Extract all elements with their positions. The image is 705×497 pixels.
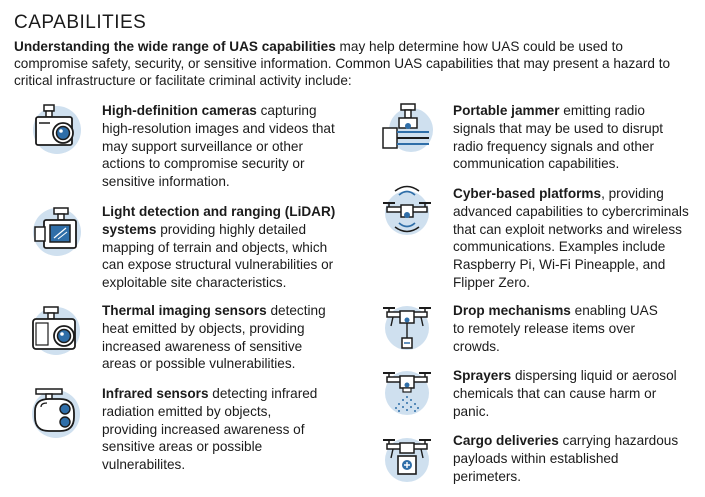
intro-paragraph [14, 38, 694, 90]
capability-hd-camera [30, 102, 350, 192]
sprayer-drone-icon [381, 367, 433, 419]
capability-title: High-definition cameras [102, 103, 257, 118]
capability-description: , providing advanced capabilities to cybercriminals that can exploit networks and wireless communications. Examples include Raspberry Pi, Wi-Fi Pineapple, and Flipper Zero. [453, 186, 689, 290]
lidar-sensor-icon [30, 205, 82, 257]
capability-description: dispersing liquid or aerosol chemicals that can cause harm or panic. [453, 368, 677, 419]
intro-bold: Understanding the wide range of UAS capabilities [14, 39, 336, 54]
drop-mechanism-drone-icon [381, 302, 433, 354]
cargo-drone-icon [381, 432, 433, 484]
capability-title: Thermal imaging sensors [102, 303, 267, 318]
capability-text [102, 203, 347, 292]
capability-text [453, 185, 703, 292]
capability-drop [381, 302, 701, 362]
capability-text [453, 367, 688, 420]
capability-description: emitting radio signals that may be used to disrupt radio frequency signals and other communication capabilities. [453, 103, 664, 172]
capability-description: providing highly detailed mapping of terrain and objects, which can expose structural vulnerabilities or exploitable site characteristics. [102, 221, 334, 291]
capability-description: enabling UAS to remotely release items over crowds. [453, 303, 658, 354]
page-title: CAPABILITIES [14, 12, 147, 33]
capability-title: Infrared sensors [102, 386, 209, 401]
capability-title: Light detection and ranging (LiDAR) systems [102, 204, 336, 237]
capability-cargo [381, 432, 701, 494]
capability-title: Portable jammer [453, 103, 560, 118]
capability-description: detecting heat emitted by objects, providing increased awareness of sensitive areas or possible vulnerabilities. [102, 303, 326, 372]
portable-jammer-icon [381, 102, 433, 154]
capability-description: capturing high-resolution images and videos that may support surveillance or other actions to compromise security or sensitive information. [102, 103, 335, 190]
capability-text [453, 432, 688, 485]
capability-text [102, 302, 337, 373]
capability-description: carrying hazardous payloads within established perimeters. [453, 433, 679, 484]
cyber-drone-icon [381, 185, 433, 237]
capability-title: Cargo deliveries [453, 433, 559, 448]
capability-text [453, 302, 668, 355]
intro-text: may help determine how UAS could be used to compromise safety, security, or sensitive information. Common UAS capabilities that may present a hazard to critical infrastructure or facilitate criminal activity include: [14, 39, 671, 89]
thermal-camera-icon [30, 304, 82, 356]
capability-thermal [30, 302, 350, 377]
capability-sprayer [381, 367, 701, 427]
infrared-gimbal-icon [30, 387, 82, 439]
capability-title: Drop mechanisms [453, 303, 571, 318]
capability-text [102, 385, 322, 474]
capability-jammer [381, 102, 701, 177]
capability-text [453, 102, 683, 173]
capability-lidar [30, 203, 350, 293]
hd-camera-icon [30, 102, 82, 154]
capability-cyber [381, 185, 701, 295]
capability-title: Sprayers [453, 368, 512, 383]
capability-text [102, 102, 342, 191]
capability-title: Cyber-based platforms [453, 186, 602, 201]
capability-infrared [30, 385, 350, 475]
capability-description: detecting infrared radiation emitted by objects, providing increased awareness of sensitive areas or possible vulnerabilites. [102, 386, 318, 473]
